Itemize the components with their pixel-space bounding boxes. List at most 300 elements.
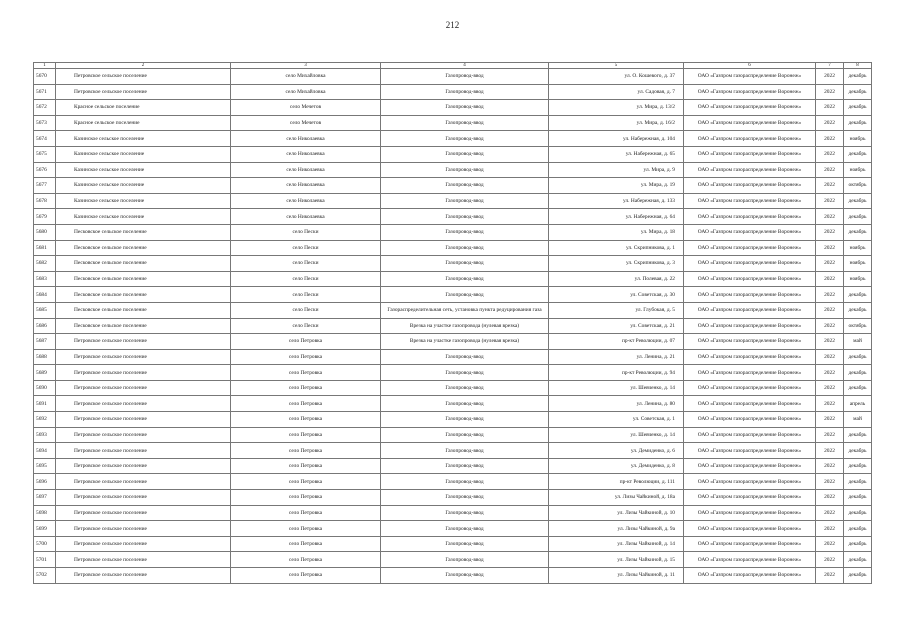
table-row xyxy=(34,443,872,459)
cell-object-name: Газопровод-ввод xyxy=(381,505,549,521)
cell-year: 2022 xyxy=(816,100,844,116)
cell-address: ул. Скрипникова, д. 1 xyxy=(549,240,684,256)
cell-settlement: Песковское сельское поселение xyxy=(56,302,231,318)
cell-locality: село Пески xyxy=(231,271,381,287)
cell-month: декабрь xyxy=(844,427,872,443)
table-row xyxy=(34,146,872,162)
page-number: 212 xyxy=(445,20,460,30)
cell-locality: село Петровка xyxy=(231,505,381,521)
cell-month: ноябрь xyxy=(844,271,872,287)
cell-settlement: Казинское сельское поселение xyxy=(56,178,231,194)
cell-object-name: Газопровод-ввод xyxy=(381,271,549,287)
cell-organization: ОАО «Газпром газораспределение Воронеж» xyxy=(684,505,816,521)
cell-address: ул. Набережная, д. 133 xyxy=(549,193,684,209)
cell-month: декабрь xyxy=(844,115,872,131)
cell-month: ноябрь xyxy=(844,162,872,178)
cell-settlement: Казинское сельское поселение xyxy=(56,209,231,225)
cell-object-name: Газопровод-ввод xyxy=(381,521,549,537)
cell-locality: село Николаевка xyxy=(231,162,381,178)
cell-year: 2022 xyxy=(816,162,844,178)
cell-month: декабрь xyxy=(844,365,872,381)
cell-address: ул. Набережная, д. 65 xyxy=(549,146,684,162)
cell-row-number: 5676 xyxy=(34,162,56,178)
cell-row-number: 5701 xyxy=(34,552,56,568)
cell-locality: село Петровка xyxy=(231,536,381,552)
table-row xyxy=(34,490,872,506)
cell-year: 2022 xyxy=(816,224,844,240)
cell-address: ул. Набережная, д. 104 xyxy=(549,131,684,147)
cell-object-name: Газопровод-ввод xyxy=(381,84,549,100)
column-number: 1 xyxy=(34,63,56,69)
cell-row-number: 5682 xyxy=(34,256,56,272)
cell-row-number: 5685 xyxy=(34,302,56,318)
cell-settlement: Песковское сельское поселение xyxy=(56,240,231,256)
cell-settlement: Петровское сельское поселение xyxy=(56,490,231,506)
cell-locality: село Пески xyxy=(231,302,381,318)
table-row xyxy=(34,427,872,443)
cell-locality: село Петровка xyxy=(231,521,381,537)
cell-year: 2022 xyxy=(816,490,844,506)
cell-organization: ОАО «Газпром газораспределение Воронеж» xyxy=(684,490,816,506)
cell-year: 2022 xyxy=(816,178,844,194)
cell-locality: село Мечетов xyxy=(231,100,381,116)
cell-organization: ОАО «Газпром газораспределение Воронеж» xyxy=(684,443,816,459)
cell-settlement: Петровское сельское поселение xyxy=(56,380,231,396)
cell-year: 2022 xyxy=(816,240,844,256)
cell-object-name: Врезка на участке газопровода (нулевая врезка) xyxy=(381,334,549,350)
cell-settlement: Петровское сельское поселение xyxy=(56,552,231,568)
column-number: 6 xyxy=(684,63,816,69)
cell-settlement: Петровское сельское поселение xyxy=(56,334,231,350)
cell-row-number: 5700 xyxy=(34,536,56,552)
table-row xyxy=(34,521,872,537)
cell-address: ул. Демиденко, д. 8 xyxy=(549,458,684,474)
cell-year: 2022 xyxy=(816,302,844,318)
table-row xyxy=(34,396,872,412)
cell-row-number: 5694 xyxy=(34,443,56,459)
cell-row-number: 5686 xyxy=(34,318,56,334)
cell-organization: ОАО «Газпром газораспределение Воронеж» xyxy=(684,131,816,147)
cell-row-number: 5678 xyxy=(34,193,56,209)
cell-row-number: 5692 xyxy=(34,412,56,428)
cell-organization: ОАО «Газпром газораспределение Воронеж» xyxy=(684,224,816,240)
column-number: 7 xyxy=(816,63,844,69)
cell-row-number: 5695 xyxy=(34,458,56,474)
cell-year: 2022 xyxy=(816,209,844,225)
cell-locality: село Николаевка xyxy=(231,178,381,194)
cell-locality: село Мечетов xyxy=(231,115,381,131)
cell-settlement: Казинское сельское поселение xyxy=(56,146,231,162)
gasification-table xyxy=(33,62,872,584)
cell-object-name: Газопровод-ввод xyxy=(381,458,549,474)
cell-organization: ОАО «Газпром газораспределение Воронеж» xyxy=(684,178,816,194)
cell-row-number: 5702 xyxy=(34,568,56,584)
table-row xyxy=(34,302,872,318)
cell-object-name: Газопровод-ввод xyxy=(381,287,549,303)
cell-object-name: Газопровод-ввод xyxy=(381,240,549,256)
cell-month: май xyxy=(844,334,872,350)
table-row xyxy=(34,131,872,147)
cell-row-number: 5689 xyxy=(34,365,56,381)
cell-settlement: Петровское сельское поселение xyxy=(56,412,231,428)
cell-settlement: Петровское сельское поселение xyxy=(56,458,231,474)
cell-address: ул. Советская, д. 30 xyxy=(549,287,684,303)
cell-object-name: Врезка на участке газопровода (нулевая врезка) xyxy=(381,318,549,334)
cell-organization: ОАО «Газпром газораспределение Воронеж» xyxy=(684,474,816,490)
cell-row-number: 5687 xyxy=(34,334,56,350)
cell-organization: ОАО «Газпром газораспределение Воронеж» xyxy=(684,427,816,443)
cell-locality: село Петровка xyxy=(231,474,381,490)
cell-address: ул. Мира, д. 9 xyxy=(549,162,684,178)
cell-month: май xyxy=(844,412,872,428)
cell-row-number: 5677 xyxy=(34,178,56,194)
cell-address: ул. Ленина, д. 80 xyxy=(549,396,684,412)
cell-year: 2022 xyxy=(816,69,844,85)
cell-month: декабрь xyxy=(844,552,872,568)
cell-settlement: Петровское сельское поселение xyxy=(56,536,231,552)
cell-organization: ОАО «Газпром газораспределение Воронеж» xyxy=(684,209,816,225)
cell-row-number: 5674 xyxy=(34,131,56,147)
cell-organization: ОАО «Газпром газораспределение Воронеж» xyxy=(684,146,816,162)
cell-organization: ОАО «Газпром газораспределение Воронеж» xyxy=(684,396,816,412)
cell-settlement: Песковское сельское поселение xyxy=(56,224,231,240)
table-row xyxy=(34,474,872,490)
cell-month: декабрь xyxy=(844,302,872,318)
cell-locality: село Михайловка xyxy=(231,69,381,85)
cell-row-number: 5670 xyxy=(34,69,56,85)
cell-locality: село Петровка xyxy=(231,349,381,365)
cell-object-name: Газопровод-ввод xyxy=(381,412,549,428)
cell-organization: ОАО «Газпром газораспределение Воронеж» xyxy=(684,552,816,568)
cell-object-name: Газопровод-ввод xyxy=(381,162,549,178)
cell-organization: ОАО «Газпром газораспределение Воронеж» xyxy=(684,318,816,334)
cell-object-name: Газопровод-ввод xyxy=(381,552,549,568)
cell-row-number: 5698 xyxy=(34,505,56,521)
cell-locality: село Николаевка xyxy=(231,131,381,147)
cell-object-name: Газопровод-ввод xyxy=(381,365,549,381)
cell-address: пр-кт Революции, д. 111 xyxy=(549,474,684,490)
cell-row-number: 5690 xyxy=(34,380,56,396)
cell-locality: село Пески xyxy=(231,256,381,272)
table-row xyxy=(34,209,872,225)
cell-year: 2022 xyxy=(816,568,844,584)
cell-month: декабрь xyxy=(844,536,872,552)
cell-year: 2022 xyxy=(816,287,844,303)
cell-month: декабрь xyxy=(844,209,872,225)
cell-object-name: Газопровод-ввод xyxy=(381,100,549,116)
cell-settlement: Петровское сельское поселение xyxy=(56,84,231,100)
cell-settlement: Петровское сельское поселение xyxy=(56,505,231,521)
cell-organization: ОАО «Газпром газораспределение Воронеж» xyxy=(684,69,816,85)
cell-organization: ОАО «Газпром газораспределение Воронеж» xyxy=(684,271,816,287)
table-row xyxy=(34,69,872,85)
cell-organization: ОАО «Газпром газораспределение Воронеж» xyxy=(684,256,816,272)
cell-object-name: Газопровод-ввод xyxy=(381,474,549,490)
table-row xyxy=(34,115,872,131)
cell-address: ул. Полевая, д. 22 xyxy=(549,271,684,287)
cell-year: 2022 xyxy=(816,380,844,396)
table-row xyxy=(34,365,872,381)
cell-month: ноябрь xyxy=(844,131,872,147)
cell-year: 2022 xyxy=(816,474,844,490)
cell-year: 2022 xyxy=(816,552,844,568)
cell-row-number: 5696 xyxy=(34,474,56,490)
table-row xyxy=(34,193,872,209)
cell-address: ул. Шевченко, д. 14 xyxy=(549,380,684,396)
cell-settlement: Песковское сельское поселение xyxy=(56,318,231,334)
cell-row-number: 5684 xyxy=(34,287,56,303)
cell-address: пр-кт Революции, д. 07 xyxy=(549,334,684,350)
cell-month: декабрь xyxy=(844,69,872,85)
cell-month: декабрь xyxy=(844,146,872,162)
cell-address: ул. Демиденко, д. 6 xyxy=(549,443,684,459)
cell-settlement: Красное сельское поселение xyxy=(56,115,231,131)
cell-address: ул. Лизы Чайкиной, д. 9а xyxy=(549,521,684,537)
cell-object-name: Газопровод-ввод xyxy=(381,69,549,85)
cell-settlement: Петровское сельское поселение xyxy=(56,474,231,490)
cell-settlement: Казинское сельское поселение xyxy=(56,131,231,147)
cell-year: 2022 xyxy=(816,146,844,162)
cell-object-name: Газопровод-ввод xyxy=(381,131,549,147)
cell-locality: село Николаевка xyxy=(231,146,381,162)
cell-settlement: Петровское сельское поселение xyxy=(56,427,231,443)
cell-month: декабрь xyxy=(844,490,872,506)
cell-year: 2022 xyxy=(816,271,844,287)
cell-organization: ОАО «Газпром газораспределение Воронеж» xyxy=(684,458,816,474)
cell-address: ул. Мира, д. 13/2 xyxy=(549,100,684,116)
cell-locality: село Петровка xyxy=(231,490,381,506)
cell-organization: ОАО «Газпром газораспределение Воронеж» xyxy=(684,349,816,365)
cell-address: ул. Скрипникова, д. 3 xyxy=(549,256,684,272)
cell-organization: ОАО «Газпром газораспределение Воронеж» xyxy=(684,287,816,303)
cell-row-number: 5693 xyxy=(34,427,56,443)
cell-organization: ОАО «Газпром газораспределение Воронеж» xyxy=(684,380,816,396)
cell-month: октябрь xyxy=(844,178,872,194)
table-row xyxy=(34,536,872,552)
cell-organization: ОАО «Газпром газораспределение Воронеж» xyxy=(684,302,816,318)
cell-month: декабрь xyxy=(844,100,872,116)
cell-row-number: 5671 xyxy=(34,84,56,100)
cell-row-number: 5680 xyxy=(34,224,56,240)
cell-address: ул. Ленина, д. 21 xyxy=(549,349,684,365)
table-row xyxy=(34,318,872,334)
cell-year: 2022 xyxy=(816,256,844,272)
cell-organization: ОАО «Газпром газораспределение Воронеж» xyxy=(684,568,816,584)
table-row xyxy=(34,412,872,428)
cell-object-name: Газопровод-ввод xyxy=(381,256,549,272)
table-row xyxy=(34,240,872,256)
cell-year: 2022 xyxy=(816,536,844,552)
cell-address: ул. Мира, д. 19 xyxy=(549,178,684,194)
cell-address: ул. Лизы Чайкиной, д. 15 xyxy=(549,552,684,568)
cell-locality: село Петровка xyxy=(231,412,381,428)
cell-settlement: Красное сельское поселение xyxy=(56,100,231,116)
cell-locality: село Николаевка xyxy=(231,209,381,225)
cell-month: декабрь xyxy=(844,458,872,474)
cell-locality: село Михайловка xyxy=(231,84,381,100)
cell-locality: село Петровка xyxy=(231,427,381,443)
cell-locality: село Петровка xyxy=(231,458,381,474)
table-row xyxy=(34,100,872,116)
cell-address: ул. Глубокая, д. 5 xyxy=(549,302,684,318)
cell-row-number: 5679 xyxy=(34,209,56,225)
cell-month: апрель xyxy=(844,396,872,412)
cell-month: декабрь xyxy=(844,287,872,303)
cell-organization: ОАО «Газпром газораспределение Воронеж» xyxy=(684,365,816,381)
cell-settlement: Петровское сельское поселение xyxy=(56,521,231,537)
cell-organization: ОАО «Газпром газораспределение Воронеж» xyxy=(684,193,816,209)
cell-locality: село Пески xyxy=(231,240,381,256)
cell-address: ул. Лизы Чайкиной, д. 18а xyxy=(549,490,684,506)
cell-locality: село Пески xyxy=(231,287,381,303)
cell-object-name: Газопровод-ввод xyxy=(381,568,549,584)
cell-settlement: Песковское сельское поселение xyxy=(56,256,231,272)
cell-year: 2022 xyxy=(816,365,844,381)
cell-object-name: Газопровод-ввод xyxy=(381,443,549,459)
cell-address: ул. Лизы Чайкиной, д. 10 xyxy=(549,505,684,521)
cell-organization: ОАО «Газпром газораспределение Воронеж» xyxy=(684,536,816,552)
cell-object-name: Газопровод-ввод xyxy=(381,427,549,443)
cell-settlement: Петровское сельское поселение xyxy=(56,365,231,381)
cell-organization: ОАО «Газпром газораспределение Воронеж» xyxy=(684,100,816,116)
column-number: 8 xyxy=(844,63,872,69)
cell-year: 2022 xyxy=(816,349,844,365)
cell-address: ул. Набережная, д. 64 xyxy=(549,209,684,225)
column-number: 5 xyxy=(549,63,684,69)
cell-object-name: Газопровод-ввод xyxy=(381,115,549,131)
table-row xyxy=(34,271,872,287)
table-row xyxy=(34,552,872,568)
cell-month: декабрь xyxy=(844,505,872,521)
cell-address: ул. Садовая, д. 7 xyxy=(549,84,684,100)
cell-month: ноябрь xyxy=(844,240,872,256)
cell-row-number: 5672 xyxy=(34,100,56,116)
table-row xyxy=(34,568,872,584)
table-row xyxy=(34,349,872,365)
cell-month: декабрь xyxy=(844,380,872,396)
cell-row-number: 5688 xyxy=(34,349,56,365)
cell-settlement: Петровское сельское поселение xyxy=(56,69,231,85)
cell-month: октябрь xyxy=(844,318,872,334)
cell-object-name: Газопровод-ввод xyxy=(381,224,549,240)
cell-month: декабрь xyxy=(844,443,872,459)
cell-address: ул. Мира, д. 16/2 xyxy=(549,115,684,131)
cell-year: 2022 xyxy=(816,131,844,147)
cell-organization: ОАО «Газпром газораспределение Воронеж» xyxy=(684,84,816,100)
cell-month: декабрь xyxy=(844,193,872,209)
cell-organization: ОАО «Газпром газораспределение Воронеж» xyxy=(684,412,816,428)
cell-locality: село Николаевка xyxy=(231,193,381,209)
table-row xyxy=(34,380,872,396)
column-number: 4 xyxy=(381,63,549,69)
table-row xyxy=(34,84,872,100)
cell-year: 2022 xyxy=(816,458,844,474)
cell-object-name: Газопровод-ввод xyxy=(381,209,549,225)
column-number: 2 xyxy=(56,63,231,69)
table-row xyxy=(34,178,872,194)
cell-locality: село Петровка xyxy=(231,396,381,412)
cell-year: 2022 xyxy=(816,334,844,350)
cell-locality: село Петровка xyxy=(231,365,381,381)
cell-object-name: Газопровод-ввод xyxy=(381,490,549,506)
cell-object-name: Газопровод-ввод xyxy=(381,146,549,162)
cell-locality: село Петровка xyxy=(231,552,381,568)
column-number: 3 xyxy=(231,63,381,69)
cell-month: декабрь xyxy=(844,349,872,365)
cell-row-number: 5681 xyxy=(34,240,56,256)
cell-row-number: 5697 xyxy=(34,490,56,506)
cell-address: ул. Шевченко, д. 14 xyxy=(549,427,684,443)
cell-year: 2022 xyxy=(816,84,844,100)
cell-locality: село Пески xyxy=(231,318,381,334)
cell-year: 2022 xyxy=(816,521,844,537)
cell-settlement: Песковское сельское поселение xyxy=(56,271,231,287)
cell-address: ул. Мира, д. 18 xyxy=(549,224,684,240)
cell-row-number: 5691 xyxy=(34,396,56,412)
cell-object-name: Газопровод-ввод xyxy=(381,380,549,396)
cell-organization: ОАО «Газпром газораспределение Воронеж» xyxy=(684,240,816,256)
table-row xyxy=(34,505,872,521)
cell-organization: ОАО «Газпром газораспределение Воронеж» xyxy=(684,334,816,350)
cell-organization: ОАО «Газпром газораспределение Воронеж» xyxy=(684,162,816,178)
cell-address: ул. О. Кошевого, д. 37 xyxy=(549,69,684,85)
cell-address: ул. Советская, д. 1 xyxy=(549,412,684,428)
cell-year: 2022 xyxy=(816,505,844,521)
cell-locality: село Петровка xyxy=(231,334,381,350)
cell-locality: село Петровка xyxy=(231,380,381,396)
table-row xyxy=(34,334,872,350)
cell-row-number: 5675 xyxy=(34,146,56,162)
cell-organization: ОАО «Газпром газораспределение Воронеж» xyxy=(684,115,816,131)
cell-settlement: Казинское сельское поселение xyxy=(56,162,231,178)
table-row xyxy=(34,458,872,474)
table-row xyxy=(34,162,872,178)
cell-settlement: Казинское сельское поселение xyxy=(56,193,231,209)
cell-year: 2022 xyxy=(816,412,844,428)
cell-object-name: Газопровод-ввод xyxy=(381,178,549,194)
cell-object-name: Газопровод-ввод xyxy=(381,193,549,209)
cell-month: декабрь xyxy=(844,224,872,240)
table-row xyxy=(34,256,872,272)
cell-year: 2022 xyxy=(816,396,844,412)
cell-settlement: Петровское сельское поселение xyxy=(56,568,231,584)
cell-address: ул. Лизы Чайкиной, д. 14 xyxy=(549,536,684,552)
cell-settlement: Петровское сельское поселение xyxy=(56,396,231,412)
cell-settlement: Песковское сельское поселение xyxy=(56,287,231,303)
cell-locality: село Пески xyxy=(231,224,381,240)
cell-year: 2022 xyxy=(816,443,844,459)
cell-object-name: Газопровод-ввод xyxy=(381,396,549,412)
cell-object-name: Газораспределительная сеть, установка пункта редуцирования газа xyxy=(381,302,549,318)
table-row xyxy=(34,224,872,240)
cell-object-name: Газопровод-ввод xyxy=(381,349,549,365)
table-row xyxy=(34,287,872,303)
cell-address: пр-кт Революции, д. 94 xyxy=(549,365,684,381)
cell-year: 2022 xyxy=(816,193,844,209)
cell-settlement: Петровское сельское поселение xyxy=(56,443,231,459)
cell-month: ноябрь xyxy=(844,256,872,272)
cell-settlement: Петровское сельское поселение xyxy=(56,349,231,365)
cell-year: 2022 xyxy=(816,115,844,131)
cell-year: 2022 xyxy=(816,427,844,443)
cell-month: декабрь xyxy=(844,568,872,584)
cell-row-number: 5699 xyxy=(34,521,56,537)
cell-address: ул. Лизы Чайкиной, д. 11 xyxy=(549,568,684,584)
cell-month: декабрь xyxy=(844,521,872,537)
cell-locality: село Петровка xyxy=(231,568,381,584)
cell-address: ул. Советская, д. 21 xyxy=(549,318,684,334)
cell-organization: ОАО «Газпром газораспределение Воронеж» xyxy=(684,521,816,537)
